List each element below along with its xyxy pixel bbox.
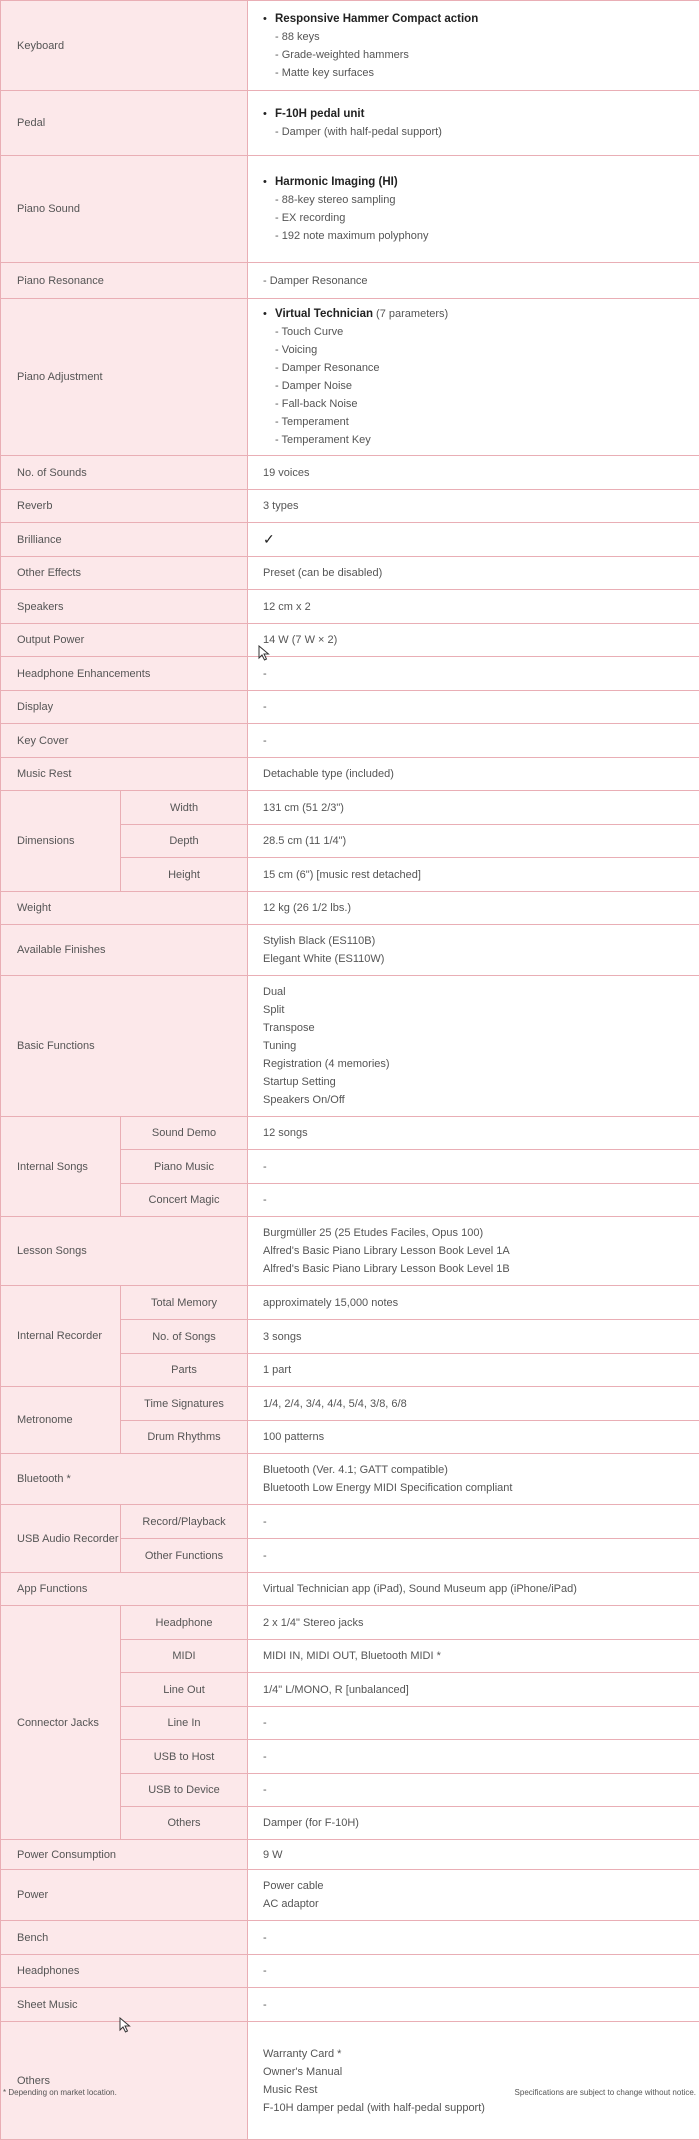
sub-label: Others [121,1807,248,1840]
row-metronome [1,1387,699,1421]
row-label: Power [1,1870,248,1921]
row-value [248,523,699,557]
row-value: 28.5 cm (11 1/4") [248,825,699,858]
sub-label: Piano Music [121,1150,248,1184]
sub-label: Depth [121,825,248,858]
row-value: 100 patterns [248,1421,699,1454]
row-value: - [248,1774,699,1807]
row-label: Headphones [1,1955,248,1988]
row-label: Others [1,2022,248,2140]
footnote-disclaimer: Specifications are subject to change without notice. [515,2088,696,2097]
row-value: - [248,1150,699,1184]
row-finishes [1,925,699,976]
row-label: Power Consumption [1,1840,248,1870]
sub-item: - Damper Resonance [263,359,693,377]
row-bluetooth [1,1454,699,1505]
row-value: 1/4, 2/4, 3/4, 4/4, 5/4, 3/8, 6/8 [248,1387,699,1421]
list-item: Burgmüller 25 (25 Etudes Faciles, Opus 100) [263,1224,693,1242]
list-item: Alfred's Basic Piano Library Lesson Book Level 1B [263,1260,693,1278]
row-label: Weight [1,892,248,925]
sub-item: - Temperament Key [263,431,693,449]
row-piano-adjustment [1,299,699,456]
row-usb-audio [1,1505,699,1539]
row-value [248,1,699,91]
row-value: - [248,1707,699,1740]
check-icon: ✓ [263,531,275,547]
row-value [248,156,699,263]
row-label: Sheet Music [1,1988,248,2022]
sub-label: No. of Songs [121,1320,248,1354]
row-label: Display [1,691,248,724]
sub-label: Drum Rhythms [121,1421,248,1454]
sub-item: - Fall-back Noise [263,395,693,413]
sub-label: USB to Device [121,1774,248,1807]
row-value: - [248,1505,699,1539]
row-label: Internal Recorder [1,1286,121,1387]
list-item: Bluetooth (Ver. 4.1; GATT compatible) [263,1461,693,1479]
row-value: 1/4" L/MONO, R [unbalanced] [248,1673,699,1707]
row-label: Lesson Songs [1,1217,248,1286]
sub-label: Height [121,858,248,892]
sub-item: - 88 keys [263,28,693,46]
list-item: Bluetooth Low Energy MIDI Specification compliant [263,1479,693,1497]
list-item: Stylish Black (ES110B) [263,932,693,950]
row-value: - [248,691,699,724]
sub-label: Record/Playback [121,1505,248,1539]
row-display [1,691,699,724]
sub-label: Width [121,791,248,825]
row-value: 1 part [248,1354,699,1387]
row-value: - [248,724,699,758]
row-other-effects [1,557,699,590]
row-value [248,299,699,456]
row-label: Metronome [1,1387,121,1454]
list-item: Alfred's Basic Piano Library Lesson Book Level 1A [263,1242,693,1260]
row-label: App Functions [1,1573,248,1606]
row-value [248,1217,699,1286]
list-item: Dual [263,983,693,1001]
sub-item: - 88-key stereo sampling [263,191,693,209]
row-value: - [248,1921,699,1955]
list-item: Split [263,1001,693,1019]
row-key-cover [1,724,699,758]
sub-item: - Touch Curve [263,323,693,341]
row-headphone-enhancements [1,657,699,691]
row-label: Piano Sound [1,156,248,263]
row-label: Output Power [1,624,248,657]
row-weight [1,892,699,925]
row-piano-sound [1,156,699,263]
list-item: Registration (4 memories) [263,1055,693,1073]
sub-label: USB to Host [121,1740,248,1774]
list-item: Power cable [263,1877,693,1895]
row-value: 12 kg (26 1/2 lbs.) [248,892,699,925]
row-label: Connector Jacks [1,1606,121,1840]
sub-label: Headphone [121,1606,248,1640]
row-speakers [1,590,699,624]
row-label: Reverb [1,490,248,523]
sub-label: Line Out [121,1673,248,1707]
list-item: AC adaptor [263,1895,693,1913]
feature-title-suffix: (7 parameters) [373,308,448,320]
row-value: Damper (for F-10H) [248,1807,699,1840]
row-value: Virtual Technician app (iPad), Sound Museum app (iPhone/iPad) [248,1573,699,1606]
sub-label: Total Memory [121,1286,248,1320]
row-label: USB Audio Recorder [1,1505,121,1573]
row-value [248,976,699,1117]
row-label: Bench [1,1921,248,1955]
list-item: Transpose [263,1019,693,1037]
row-piano-resonance [1,263,699,299]
row-value: 15 cm (6") [music rest detached] [248,858,699,892]
footnote-market: * Depending on market location. [3,2088,117,2097]
row-brilliance [1,523,699,557]
row-music-rest [1,758,699,791]
row-value: approximately 15,000 notes [248,1286,699,1320]
row-app-functions [1,1573,699,1606]
sub-item: - 192 note maximum polyphony [263,227,693,245]
row-basic-functions [1,976,699,1117]
row-label: Other Effects [1,557,248,590]
row-connector-jacks [1,1606,699,1640]
row-value: MIDI IN, MIDI OUT, Bluetooth MIDI * [248,1640,699,1673]
sub-item: - EX recording [263,209,693,227]
row-label: Speakers [1,590,248,624]
list-item: Elegant White (ES110W) [263,950,693,968]
row-label: Internal Songs [1,1117,121,1217]
row-value [248,925,699,976]
row-power-consumption [1,1840,699,1870]
row-value: - [248,1955,699,1988]
sub-label: Time Signatures [121,1387,248,1421]
row-value [248,2022,699,2140]
row-value: - [248,1184,699,1217]
row-value: Preset (can be disabled) [248,557,699,590]
row-label: Available Finishes [1,925,248,976]
sub-label: Line In [121,1707,248,1740]
bullet: • [263,305,275,323]
row-label: Keyboard [1,1,248,91]
sub-item: - Matte key surfaces [263,64,693,82]
row-value: 3 types [248,490,699,523]
row-pedal [1,91,699,156]
row-others [1,2022,699,2140]
row-value: 14 W (7 W × 2) [248,624,699,657]
sub-label: Concert Magic [121,1184,248,1217]
row-value: - [248,657,699,691]
row-power [1,1870,699,1921]
row-label: Piano Adjustment [1,299,248,456]
sub-item: - Grade-weighted hammers [263,46,693,64]
bullet: • [263,10,275,28]
list-item: F-10H damper pedal (with half-pedal support) [263,2099,693,2117]
row-label: No. of Sounds [1,456,248,490]
sub-label: MIDI [121,1640,248,1673]
sub-item: - Voicing [263,341,693,359]
list-item: Warranty Card * [263,2045,693,2063]
list-item: Owner's Manual [263,2063,693,2081]
row-headphones [1,1955,699,1988]
row-value: 9 W [248,1840,699,1870]
bullet: • [263,105,275,123]
list-item: Tuning [263,1037,693,1055]
sub-item: - Damper Noise [263,377,693,395]
row-output-power [1,624,699,657]
row-internal-songs [1,1117,699,1150]
row-label: Headphone Enhancements [1,657,248,691]
sub-item: - Temperament [263,413,693,431]
list-item: Speakers On/Off [263,1091,693,1109]
row-label: Pedal [1,91,248,156]
list-item: Startup Setting [263,1073,693,1091]
row-label: Bluetooth * [1,1454,248,1505]
row-value: - [248,1539,699,1573]
row-value: 19 voices [248,456,699,490]
row-keyboard [1,1,699,91]
row-label: Dimensions [1,791,121,892]
row-bench [1,1921,699,1955]
row-value: - [248,1988,699,2022]
row-reverb [1,490,699,523]
feature-title: Harmonic Imaging (HI) [275,176,398,188]
sub-label: Parts [121,1354,248,1387]
row-value: 2 x 1/4" Stereo jacks [248,1606,699,1640]
feature-title: F-10H pedal unit [275,108,364,120]
row-value: 131 cm (51 2/3") [248,791,699,825]
row-value [248,91,699,156]
row-value [248,1870,699,1921]
row-sheet-music [1,1988,699,2022]
row-sounds [1,456,699,490]
row-label: Basic Functions [1,976,248,1117]
row-lesson-songs [1,1217,699,1286]
row-value: 12 cm x 2 [248,590,699,624]
feature-title: Responsive Hammer Compact action [275,13,478,25]
row-value [248,1454,699,1505]
row-label: Brilliance [1,523,248,557]
row-internal-recorder [1,1286,699,1320]
row-label: Music Rest [1,758,248,791]
row-value: - Damper Resonance [248,263,699,299]
row-value: - [248,1740,699,1774]
row-label: Piano Resonance [1,263,248,299]
row-dimensions [1,791,699,825]
row-value: Detachable type (included) [248,758,699,791]
bullet: • [263,173,275,191]
feature-title: Virtual Technician [275,308,373,320]
sub-label: Other Functions [121,1539,248,1573]
sub-item: - Damper (with half-pedal support) [263,123,693,141]
row-value: 12 songs [248,1117,699,1150]
sub-label: Sound Demo [121,1117,248,1150]
list-item: Music Rest [263,2081,693,2099]
row-value: 3 songs [248,1320,699,1354]
row-label: Key Cover [1,724,248,758]
